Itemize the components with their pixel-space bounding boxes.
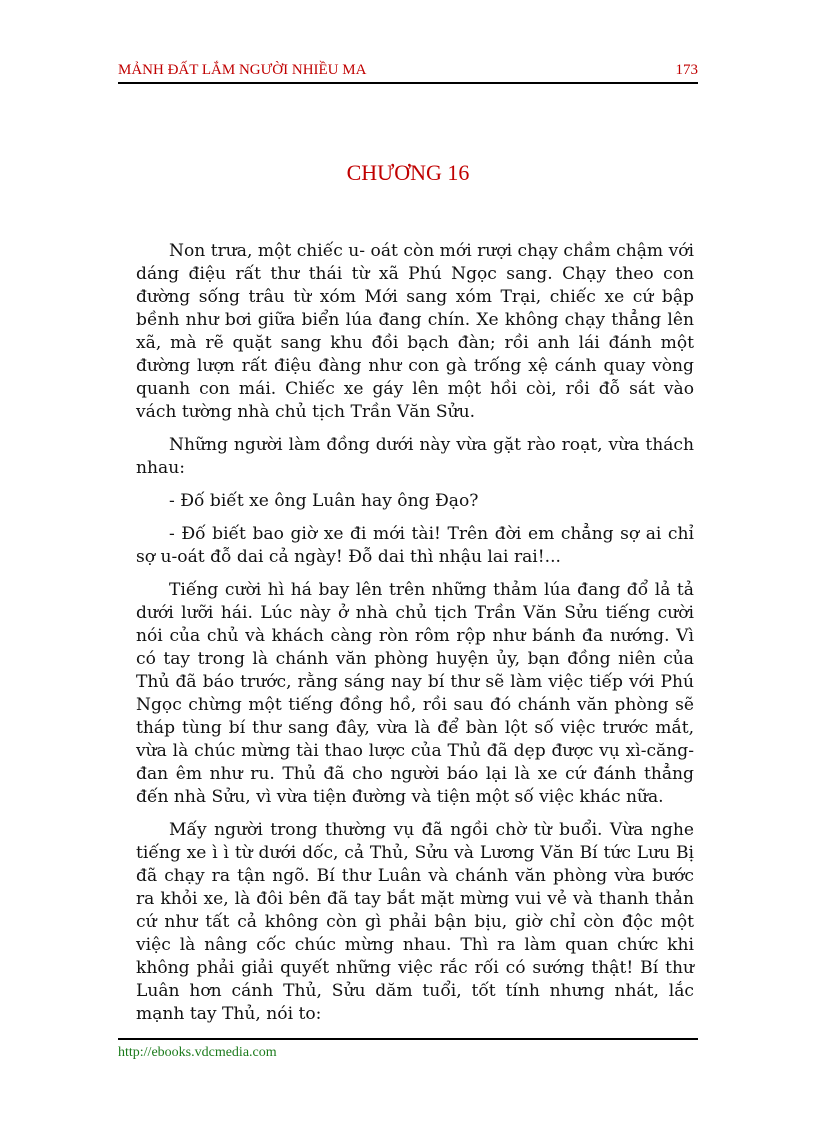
paragraph: - Đố biết bao giờ xe đi mới tài! Trên đời em chẳng sợ ai chỉ sợ u-oát đỗ dai cả ngày! Đỗ dai thì nhậu lai rai!... xyxy=(136,524,694,567)
paragraph: - Đố biết xe ông Luân hay ông Đạo? xyxy=(169,491,479,511)
body-text xyxy=(136,240,694,1036)
footer-url: http://ebooks.vdcmedia.com xyxy=(118,1045,277,1060)
chapter-title: CHƯƠNG 16 xyxy=(346,160,470,185)
book-title: MẢNH ĐẤT LẮM NGƯỜI NHIỀU MA xyxy=(118,62,367,78)
running-header xyxy=(118,62,698,82)
paragraph: Tiếng cười hì há bay lên trên những thảm lúa đang đổ lả tả dưới lưỡi hái. Lúc này ở nhà chủ tịch Trần Văn Sửu tiếng cười nói của chủ và khách càng ròn rôm rộp như bánh đa nướng. Vì có tay trong là chánh văn phòng huyện ủy, bạn đồng niên của Thủ đã báo trước, rằng sáng nay bí thư sẽ làm việc tiếp với Phú Ngọc chừng một tiếng đồng hồ, rồi sau đó chánh văn phòng sẽ tháp tùng bí thư sang đây, vừa là để bàn lột số việc trước mắt, vừa là chúc mừng tài thao lược của Thủ đã dẹp được vụ xì-căng-đan êm như ru. Thủ đã cho người báo lại là xe cứ đánh thẳng đến nhà Sửu, vì vừa tiện đường và tiện một số việc khác nữa. xyxy=(136,580,694,807)
paragraph: Mấy người trong thường vụ đã ngồi chờ từ buổi. Vừa nghe tiếng xe ì ì từ dưới dốc, cả Thủ, Sửu và Lương Văn Bí tức Lưu Bị đã chạy ra tận ngõ. Bí thư Luân và chánh văn phòng vừa bước ra khỏi xe, là đôi bên đã tay bắt mặt mừng vui vẻ và thanh thản cứ như tất cả không còn gì phải bận bịu, giờ chỉ còn độc một việc là nâng cốc chúc mừng nhau. Thì ra làm quan chức khi không phải giải quyết những việc rắc rối có sướng thật! Bí thư Luân hơn cánh Thủ, Sửu dăm tuổi, tốt tính nhưng nhát, lắc mạnh tay Thủ, nói to: xyxy=(136,820,694,1024)
footer-rule xyxy=(118,1038,698,1040)
paragraph: Những người làm đồng dưới này vừa gặt rào roạt, vừa thách nhau: xyxy=(136,435,694,478)
paragraph: Non trưa, một chiếc u- oát còn mới rượi chạy chầm chậm với dáng điệu rất thư thái từ xã Phú Ngọc sang. Chạy theo con đường sống trâu từ xóm Mới sang xóm Trại, chiếc xe cứ bập bềnh như bơi giữa biển lúa đang chín. Xe không chạy thẳng lên xã, mà rẽ quặt sang khu đồi bạch đàn; rồi anh lái đánh một đường lượn rất điệu đàng như con gà trống xệ cánh quay vòng quanh con mái. Chiếc xe gáy lên một hồi còi, rồi đỗ sát vào vách tường nhà chủ tịch Trần Văn Sửu. xyxy=(136,241,694,422)
page-number: 173 xyxy=(675,62,698,78)
header-rule xyxy=(118,82,698,84)
